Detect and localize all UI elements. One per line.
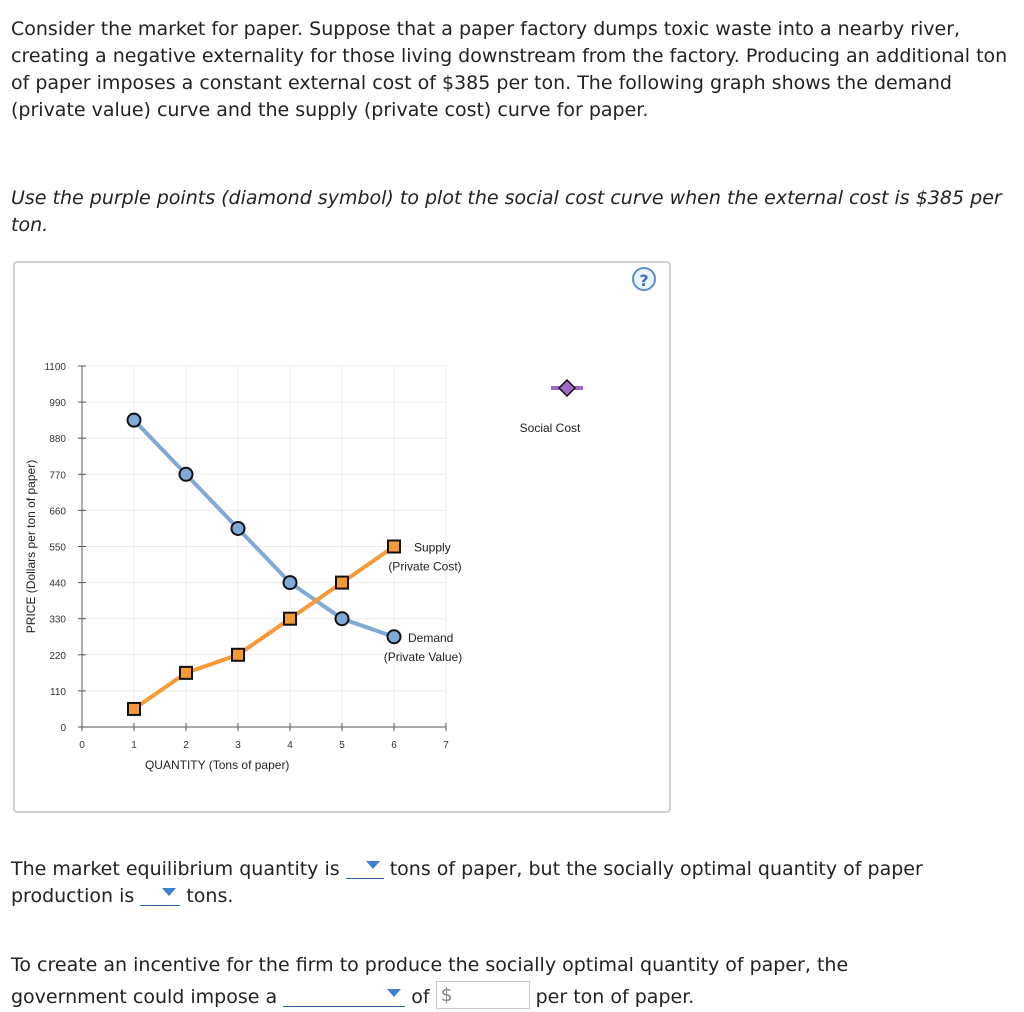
demand-sublabel: (Private Value): [383, 649, 463, 664]
dollar-sign: $: [440, 984, 453, 1006]
q1-text-1: The market equilibrium quantity is: [11, 858, 340, 880]
y-tick-label: 0: [60, 723, 66, 734]
policy-type-dropdown[interactable]: [283, 984, 405, 1007]
chevron-down-icon: [366, 861, 380, 869]
x-axis-label: QUANTITY (Tons of paper): [144, 758, 290, 772]
instruction-text: Use the purple points (diamond symbol) to plot the social cost curve when the external cost is $385 per ton.: [11, 187, 1002, 236]
demand-label: Demand: [408, 630, 454, 645]
supply-sublabel: (Private Cost): [388, 559, 462, 574]
y-tick-label: 220: [49, 650, 66, 662]
x-tick-label: 7: [443, 740, 449, 751]
question-1: [11, 856, 923, 883]
x-tick-label: 5: [339, 740, 345, 751]
y-tick-label: 440: [49, 578, 66, 590]
problem-intro: Consider the market for paper. Suppose that a paper factory dumps toxic waste into a nearby river, creating a negative externality for those living downstream from the factory. Producing an additional ton of paper imposes a constant external cost of $385 per ton. The following graph shows the demand (private value) curve and the supply (private cost) curve for paper.: [11, 18, 1008, 121]
tax-amount-field[interactable]: [436, 981, 530, 1009]
question-2-line-2: [11, 981, 694, 1011]
y-tick-label: 660: [49, 506, 66, 518]
question-2: [11, 952, 848, 979]
q1-text-4: tons.: [186, 885, 234, 907]
q1-text-3: production is: [11, 885, 135, 907]
y-tick-label: 1100: [44, 362, 66, 373]
y-tick-label: 990: [49, 398, 66, 410]
y-tick-label: 330: [49, 614, 66, 626]
y-tick-label: 550: [49, 542, 66, 554]
y-tick-label: 770: [49, 470, 66, 482]
market-equilibrium-quantity-dropdown[interactable]: [346, 856, 384, 879]
q2-text-1: To create an incentive for the firm to produce the socially optimal quantity of paper, the: [11, 954, 849, 976]
q2-text-3: of: [411, 986, 430, 1008]
social-cost-label: Social Cost: [519, 421, 581, 435]
chevron-down-icon: [162, 888, 176, 896]
tax-amount-input[interactable]: [455, 983, 529, 1009]
x-tick-label: 3: [235, 740, 241, 751]
x-tick-label: 6: [391, 740, 397, 751]
x-tick-label: 0: [79, 740, 85, 751]
q2-text-2: government could impose a: [11, 986, 278, 1008]
y-axis-label: PRICE (Dollars per ton of paper): [24, 459, 38, 634]
question-1-line-2: [11, 883, 233, 910]
supply-label: Supply: [414, 540, 451, 555]
help-icon[interactable]: ?: [632, 267, 656, 291]
x-tick-label: 1: [131, 740, 137, 751]
chevron-down-icon: [387, 989, 401, 997]
socially-optimal-quantity-dropdown[interactable]: [140, 883, 180, 906]
graph-panel: [13, 261, 671, 813]
x-tick-label: 2: [183, 740, 189, 751]
q1-text-2: tons of paper, but the socially optimal quantity of paper: [389, 858, 923, 880]
x-tick-label: 4: [287, 740, 293, 751]
q2-text-4: per ton of paper.: [535, 986, 695, 1008]
y-tick-label: 880: [49, 434, 66, 446]
y-tick-label: 110: [50, 686, 66, 698]
